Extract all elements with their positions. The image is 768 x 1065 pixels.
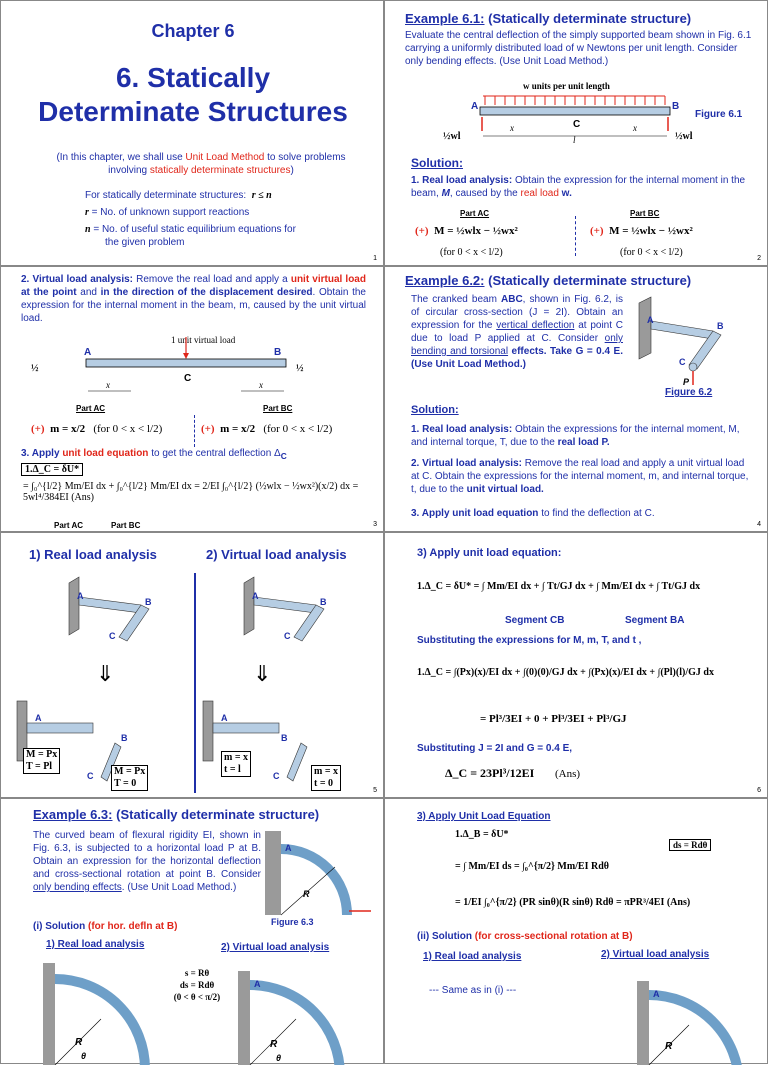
svg-text:B: B: [717, 321, 724, 331]
real-load-free-bodies: [15, 691, 195, 796]
wall: [639, 297, 651, 359]
beam: [480, 107, 670, 115]
svg-text:A: A: [35, 713, 42, 723]
svg-text:C: C: [679, 357, 686, 367]
virtual-torque-ab: t = l: [224, 764, 241, 775]
step-label: 2. Virtual load analysis:: [21, 274, 133, 285]
real-load-step: [411, 174, 756, 200]
slide-6: [384, 532, 768, 798]
intro-pre: (In this chapter, we shall use: [56, 152, 186, 163]
apply-heading: 3) Apply unit load equation:: [417, 547, 562, 559]
virtual-moment-bc-text: m = x/2: [220, 423, 256, 435]
virtual-load-frame: [236, 573, 346, 648]
range-bc: (for 0 < x < l/2): [620, 247, 683, 258]
step-text-3: w.: [558, 188, 572, 199]
real-bc-results: [111, 765, 148, 791]
slide-8: [384, 798, 768, 1064]
unit-load-equation: unit load equation: [62, 448, 149, 459]
svg-text:R: R: [75, 1037, 83, 1048]
step-text-2: , caused by the: [449, 188, 521, 199]
only-bending: only bending effects: [33, 882, 122, 893]
apply-step: [21, 447, 287, 463]
solution-heading: [33, 921, 177, 932]
udl-label: w units per unit length: [523, 81, 610, 91]
point-c-label: C: [573, 119, 581, 130]
moment-ab: M = Px: [26, 749, 58, 760]
figure-caption: Figure 6.3: [271, 917, 314, 927]
range-bc: (for 0 < x < l/2): [263, 423, 333, 435]
arc-length: s = Rθ: [184, 968, 210, 978]
page-number: 1: [373, 255, 377, 262]
problem-statement: [411, 293, 623, 371]
slide-5: [0, 532, 384, 798]
virtual-load-heading: 2) Virtual load analysis: [206, 547, 347, 562]
curved-beam-figure: [263, 827, 378, 919]
part-bc-label: Part BC: [263, 404, 293, 413]
svg-text:θ: θ: [276, 1053, 282, 1063]
only-bending: only bending and torsional: [411, 333, 623, 357]
deflection-equation: = ∫₀^{l/2} Mm/EI dx + ∫₀^{l/2} Mm/EI dx = 2/EI ∫₀^{l/2} (½wlx − ½wx²)(x/2) dx = 5wl⁴/384EI (Ans): [23, 481, 359, 503]
arc-element: ds = Rdθ: [179, 980, 215, 990]
part-ac-under: Part AC: [54, 521, 84, 530]
virtual-load-curve: [236, 967, 356, 1065]
svg-text:A: A: [221, 713, 228, 723]
step-3-text: to find the deflection at C.: [538, 508, 655, 519]
svg-text:A: A: [653, 989, 660, 999]
problem-statement: Evaluate the central deflection of the simply supported beam shown in Fig. 6.1 carrying a uniformly distributed load of w Newtons per unit length. Consider only bending effects. (Use Unit Load Method.): [405, 30, 752, 67]
step-and: and: [76, 287, 101, 298]
example-heading: [33, 807, 319, 822]
n-symbol: n: [85, 224, 91, 235]
moment-bc: M = Px: [114, 766, 146, 777]
dim-x-right: x: [633, 123, 637, 133]
unit-load-equation: 1.Δ_C = δU* = ∫ Mm/EI dx + ∫ Tt/GJ dx + ∫ Mm/EI dx + ∫ Tt/GJ dx: [417, 581, 701, 592]
body-2: , shown in Fig. 6.2, is of circular cross-section (J = 2I). Obtain an expression for the: [411, 294, 623, 331]
torque-bc: T = 0: [114, 778, 137, 789]
step-text-2: . Obtain the expression for the internal moment in the beam, m, caused by the unit virtual load.: [21, 287, 366, 324]
part-ac-label: Part AC: [76, 404, 106, 413]
page-number: 3: [373, 521, 377, 528]
virtual-ab-results: [221, 751, 251, 777]
point-a-label: A: [84, 347, 92, 358]
virtual-rotation-curve: [635, 975, 755, 1065]
slide-2: [384, 0, 768, 266]
real-load-heading: 1) Real load analysis: [423, 951, 522, 962]
svg-text:A: A: [285, 843, 292, 853]
step-1-text: Obtain the expressions for the internal moment, M, and internal torque, T, due to the: [411, 424, 740, 448]
same-as-note: --- Same as in (i) ---: [429, 985, 517, 996]
real-load-heading: 1) Real load analysis: [46, 939, 145, 950]
apply-heading: 3) Apply Unit Load Equation: [417, 811, 551, 822]
moment-eq-ac-text: M = ½wlx − ½wx²: [434, 225, 518, 237]
moment-eq-ac: (+) M = ½wlx − ½wx²: [415, 225, 518, 237]
beam: [86, 359, 286, 367]
vertical-deflection: vertical deflection: [496, 320, 575, 331]
moment-eq-bc-text: M = ½wlx − ½wx²: [609, 225, 693, 237]
determinacy-line: For statically determinate structures:: [85, 190, 247, 201]
virtual-moment-ac-text: m = x/2: [50, 423, 86, 435]
real-load-heading: 1) Real load analysis: [29, 547, 157, 562]
slide-7: [0, 798, 384, 1064]
point-b-label: B: [672, 101, 680, 112]
example-label: Example 6.2:: [405, 273, 485, 288]
example-label: Example 6.1:: [405, 11, 485, 26]
moment-eq-bc: (+) M = ½wlx − ½wx²: [590, 225, 693, 237]
virtual-bc-results: [311, 765, 341, 791]
beam-figure-virtual: [21, 331, 361, 401]
dim-x-right: x: [259, 380, 263, 390]
solution-heading: Solution:: [411, 156, 463, 170]
equation-line-1: 1.Δ_B = δU*: [455, 829, 509, 840]
step-2-label: 2. Virtual load analysis:: [411, 458, 522, 469]
apply-text: 3. Apply: [21, 448, 63, 459]
svg-text:C: C: [87, 771, 94, 781]
ds-box: ds = Rdθ: [669, 839, 711, 851]
substitution-line-2: Substituting J = 2I and G = 0.4 E,: [417, 743, 573, 754]
point-a-label: A: [471, 101, 479, 112]
slide-3: [0, 266, 384, 532]
beam-figure-6-1: [405, 83, 755, 153]
final-deflection: Δ_C = 23Pl³/12EI: [445, 766, 535, 780]
svg-text:P: P: [683, 377, 690, 387]
svg-text:C: C: [284, 631, 291, 641]
direction-text: in the direction of the displacement desired: [100, 287, 313, 298]
example-heading: [405, 273, 691, 288]
page-number: 2: [757, 255, 761, 262]
solution-label: (i) Solution: [33, 921, 88, 932]
abc-label: ABC: [501, 294, 523, 305]
n-definition: = No. of useful static equilibrium equations for: [90, 224, 296, 235]
example-subtitle: (Statically determinate structure): [116, 807, 320, 822]
virtual-moment-bc: (+) m = x/2 (for 0 < x < l/2): [201, 423, 333, 435]
real-load-highlight: real load: [520, 188, 559, 199]
real-load-frame: [61, 573, 171, 648]
real-ab-results: [23, 748, 60, 774]
theta-range: (0 < θ < π/2): [173, 992, 221, 1002]
unit-virtual-load: unit virtual load: [290, 274, 366, 285]
svg-text:R: R: [665, 1041, 673, 1052]
cranked-beam-figure: [633, 293, 753, 388]
intro-end: ): [290, 165, 294, 176]
equation-line-2: = ∫ Mm/EI ds = ∫₀^{π/2} Mm/EI Rdθ: [455, 861, 609, 872]
body-1: The curved beam of flexural rigidity EI, shown in Fig. 6.3, is subjected to a horizontal load P at B. Obtain an expression for the horizontal deflection and cross-sectional rotation at point B. Consider: [33, 830, 261, 880]
reaction-a-label: ½wl: [443, 131, 461, 142]
figure-caption: Figure 6.1: [695, 109, 743, 120]
slide-4: [384, 266, 768, 532]
determinacy-condition: r ≤ n: [251, 190, 272, 201]
segment-ba: Segment BA: [625, 615, 685, 626]
reaction-a: ½: [31, 363, 39, 374]
solution-heading: [417, 931, 633, 942]
solution-target: (for hor. defln at B): [88, 921, 178, 932]
unit-load-label: 1 unit virtual load: [171, 335, 236, 345]
svg-text:R: R: [270, 1039, 278, 1050]
substitution-line: Substituting the expressions for M, m, T, and t ,: [417, 635, 642, 646]
step-3-label: 3. Apply unit load equation: [411, 508, 539, 519]
slide-title: [1, 61, 385, 129]
svg-text:A: A: [647, 315, 654, 325]
arc-definitions: [167, 967, 227, 1003]
beam-ab: [651, 321, 713, 339]
step-1: [411, 423, 751, 449]
figure-caption: Figure 6.2: [665, 387, 713, 398]
reaction-b: ½: [296, 363, 304, 374]
body-1: The cranked beam: [411, 294, 501, 305]
step-symbol: M: [441, 188, 450, 199]
result-terms: = Pl³/3EI + 0 + Pl³/3EI + Pl³/GJ: [480, 713, 627, 725]
svg-text:R: R: [303, 889, 310, 899]
step-text: Obtain the expression for the internal moment in the beam,: [411, 175, 746, 199]
dim-x-left: x: [106, 380, 110, 390]
body-4: effects. Take G = 0.4 E. (Use Unit Load Method.): [411, 346, 623, 370]
part-ac-label: Part AC: [460, 209, 490, 218]
range-ac: (for 0 < x < l/2): [93, 423, 163, 435]
svg-text:B: B: [320, 597, 327, 607]
virtual-torque-bc: t = 0: [314, 778, 334, 789]
page-number: 6: [757, 787, 761, 794]
segment-cb: Segment CB: [505, 615, 565, 626]
virtual-load-heading: 2) Virtual load analysis: [601, 949, 710, 960]
svg-text:B: B: [145, 597, 152, 607]
virtual-moment-bc: m = x: [314, 766, 339, 777]
divider: [575, 216, 576, 256]
svg-text:A: A: [77, 591, 84, 601]
step-3: [411, 507, 751, 520]
body-2: . (Use Unit Load Method.): [121, 882, 237, 893]
svg-text:B: B: [281, 733, 288, 743]
intro-ulm: Unit Load Method: [185, 152, 265, 163]
down-arrow-right: ⇓: [253, 661, 272, 686]
boxed-equation: 1.Δ_C = δU*: [21, 463, 83, 476]
apply-subscript: C: [280, 451, 287, 461]
slide-1: [0, 0, 384, 266]
step-1-text-2: real load P.: [557, 437, 610, 448]
svg-text:C: C: [273, 771, 280, 781]
page-number: 4: [757, 521, 761, 528]
ans-label: (Ans): [555, 768, 581, 780]
svg-text:A: A: [254, 979, 261, 989]
example-label: Example 6.3:: [33, 807, 113, 822]
range-ac: (for 0 < x < l/2): [440, 247, 503, 258]
solution-label: (ii) Solution: [417, 931, 475, 942]
virtual-load-step: [21, 273, 366, 325]
step-text: Remove the real load and apply a: [133, 274, 291, 285]
step-label: 1. Real load analysis:: [411, 175, 513, 186]
determinacy-list: [85, 189, 375, 249]
intro-text: [51, 151, 351, 177]
point-b-label: B: [274, 347, 282, 358]
step-1-label: 1. Real load analysis:: [411, 424, 513, 435]
udl-arrows: [483, 96, 665, 105]
at-the-point: at the point: [21, 287, 77, 298]
intro-sds: statically determinate structures: [149, 165, 291, 176]
reaction-b-label: ½wl: [675, 131, 693, 142]
virtual-load-free-bodies: [201, 691, 381, 796]
step-2: [411, 457, 751, 496]
svg-text:C: C: [109, 631, 116, 641]
apply-text-2: to get the central deflection Δ: [148, 448, 281, 459]
point-c-label: C: [184, 373, 192, 384]
svg-text:B: B: [121, 733, 128, 743]
intro-mid: to solve problems involving: [108, 152, 346, 176]
dim-x-left: x: [510, 123, 514, 133]
step-2-text: Remove the real load and apply a unit virtual load at C. Obtain the expressions for the internal moment, m, and internal torque, t, due to the: [411, 458, 749, 495]
r-symbol: r: [85, 207, 89, 218]
substituted-equation: 1.Δ_C = ∫(Px)(x)/EI dx + ∫(0)(0)/GJ dx + ∫(Px)(x)/EI dx + ∫(Pl)(l)/GJ dx: [417, 667, 714, 678]
part-bc-label: Part BC: [630, 209, 660, 218]
part-bc-under: Part BC: [111, 521, 141, 530]
divider: [194, 415, 195, 447]
svg-text:A: A: [252, 591, 259, 601]
example-heading: [405, 11, 691, 26]
equation-line-3: = 1/EI ∫₀^{π/2} (PR sinθ)(R sinθ) Rdθ = πPR³/4EI (Ans): [455, 897, 691, 908]
curved-beam: [281, 849, 347, 915]
solution-heading: Solution:: [411, 404, 459, 416]
step-2-text-2: unit virtual load.: [466, 484, 544, 495]
example-subtitle: (Statically determinate structure): [488, 11, 692, 26]
svg-text:θ: θ: [81, 1051, 87, 1061]
page-number: 5: [373, 787, 377, 794]
r-definition: = No. of unknown support reactions: [88, 207, 250, 218]
title-line-2: Determinate Structures: [38, 96, 348, 127]
torque-ab: T = Pl: [26, 761, 53, 772]
problem-statement: [33, 829, 261, 894]
n-definition-cont: the given problem: [105, 237, 185, 248]
virtual-load-heading: 2) Virtual load analysis: [221, 942, 330, 953]
example-subtitle: (Statically determinate structure): [488, 273, 692, 288]
virtual-moment-ac: (+) m = x/2 (for 0 < x < l/2): [31, 423, 163, 435]
title-line-1: 6. Statically: [115, 62, 271, 93]
body-3: at point C due to load P applied at C. Consider: [411, 320, 623, 344]
virtual-moment-ab: m = x: [224, 752, 249, 763]
down-arrow-left: ⇓: [96, 661, 115, 686]
chapter-label: Chapter 6: [151, 21, 235, 41]
solution-target: (for cross-sectional rotation at B): [474, 931, 633, 942]
dim-l: l: [573, 135, 576, 145]
real-load-curve: [41, 959, 161, 1065]
